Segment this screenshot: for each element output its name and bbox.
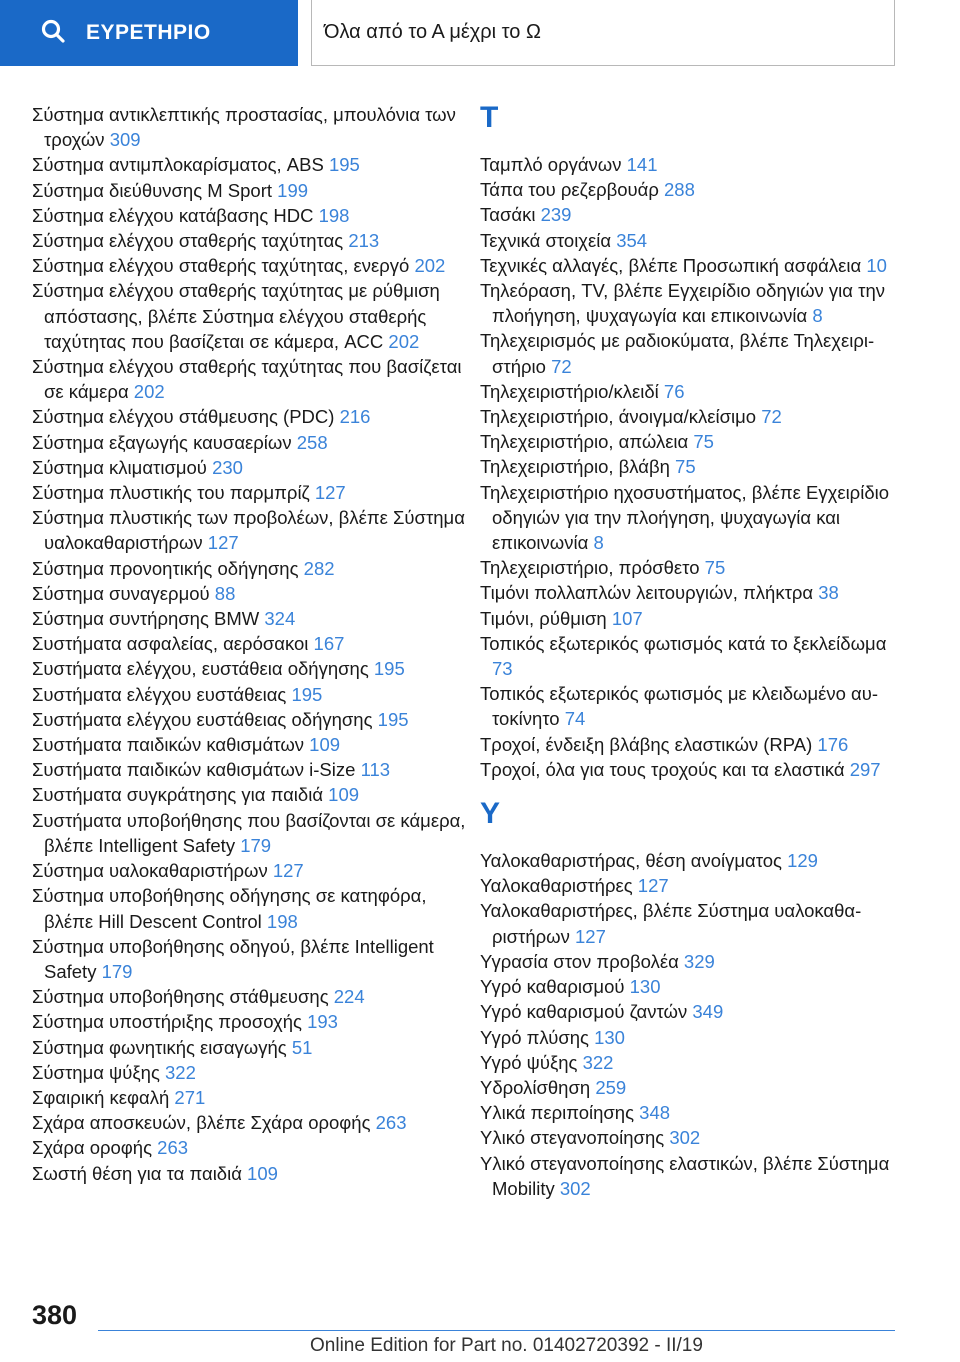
index-entry <box>32 682 472 707</box>
entry-text: Τηλεχειρισμός με ραδιοκύματα, βλέπε Τηλεχειριστήριο <box>480 330 875 377</box>
index-entry <box>480 757 910 782</box>
page-reference-link[interactable]: 297 <box>849 758 881 780</box>
page-reference-link[interactable]: 263 <box>157 1137 189 1159</box>
page-reference-link[interactable]: 8 <box>593 532 604 554</box>
entry-text: Σύστημα υποβοήθησης οδηγού, βλέπε Intelligent Safety <box>32 935 434 982</box>
footer-edition-text: Online Edition for Part no. 01402720392 - II/19 <box>310 1335 703 1356</box>
entry-text: Σύστημα κλιματισμού <box>32 456 207 478</box>
page-reference-link[interactable]: 195 <box>377 708 409 730</box>
entry-text: Σύστημα φωνητικής εισαγωγής <box>32 1036 287 1058</box>
page-reference-link[interactable]: 195 <box>328 154 360 176</box>
page-reference-link[interactable]: 176 <box>817 733 849 755</box>
entry-text: Σύστημα υποστήριξης προσοχής <box>32 1011 302 1033</box>
page-reference-link[interactable]: 202 <box>414 255 446 277</box>
page-reference-link[interactable]: 75 <box>675 456 696 478</box>
entry-text: Σύστημα εξαγωγής καυσαερίων <box>32 431 292 453</box>
entry-text: Τασάκι <box>480 204 536 226</box>
page-reference-link[interactable]: 271 <box>174 1086 206 1108</box>
page-reference-link[interactable]: 127 <box>207 532 239 554</box>
index-entry <box>32 707 472 732</box>
section-letter: T <box>480 101 499 134</box>
page-reference-link[interactable]: 167 <box>313 633 345 655</box>
page-reference-link[interactable]: 329 <box>683 950 715 972</box>
index-entry <box>32 455 472 480</box>
index-entry <box>480 681 910 731</box>
index-column-left <box>32 102 472 1186</box>
index-entry <box>32 278 472 354</box>
entry-text: Σχάρα οροφής <box>32 1137 153 1159</box>
index-entry <box>480 429 910 454</box>
entry-text: Τηλεχειριστήριο/κλειδί <box>480 380 659 402</box>
page-reference-link[interactable]: 199 <box>277 179 309 201</box>
entry-text: Σύστημα υποβοήθησης οδήγησης σε κατηφόρα, βλέπε Hill Descent Control <box>32 885 427 932</box>
entry-text: Ταμπλό οργάνων <box>480 154 622 175</box>
index-entry <box>480 379 910 404</box>
index-entry <box>480 555 910 580</box>
entry-text: Τροχοί, ένδειξη βλάβης ελαστικών (RPA) <box>480 733 813 755</box>
page-reference-link[interactable]: 8 <box>812 305 823 327</box>
entry-text: Τροχοί, όλα για τους τροχούς και τα ελαστικά <box>480 758 845 780</box>
entry-text: Συστήματα ελέγχου ευστάθειας <box>32 683 287 705</box>
footer-divider <box>98 1330 895 1331</box>
index-entry <box>32 858 472 883</box>
entry-text: Υλικό στεγανοποίησης <box>480 1127 665 1149</box>
index-entry <box>480 1125 910 1150</box>
entry-text: Υαλοκαθαριστήρες, βλέπε Σύστημα υαλοκαθαριστήρων <box>480 900 862 947</box>
index-entry <box>32 228 472 253</box>
page-reference-link[interactable]: 198 <box>318 204 350 226</box>
index-entry <box>32 556 472 581</box>
index-entry <box>480 152 910 177</box>
entry-text: Συστήματα υποβοήθησης που βασίζονται σε κάμερα, βλέπε Intelligent Safety <box>32 809 466 856</box>
entry-text: Σύστημα υαλοκαθαριστήρων <box>32 860 268 882</box>
page-reference-link[interactable]: 73 <box>492 658 513 680</box>
index-entry <box>32 1009 472 1034</box>
entry-text: Σύστημα ελέγχου στάθμευσης (PDC) <box>32 406 335 428</box>
index-entry <box>480 949 910 974</box>
entry-text: Σύστημα πλυστικής του παρμπρίζ <box>32 482 310 504</box>
entry-text: Σύστημα συντήρησης BMW <box>32 608 260 630</box>
index-entry <box>480 1050 910 1075</box>
page-reference-link[interactable]: 130 <box>629 976 661 998</box>
entry-text: Τιμόνι, ρύθμιση <box>480 607 607 629</box>
entry-text: Υαλοκαθαριστήρες <box>480 875 633 897</box>
index-entry <box>480 253 910 278</box>
entry-text: Υλικό στεγανοποίησης ελαστικών, βλέπε Σύστημα Mobility <box>480 1152 890 1199</box>
page-reference-link[interactable]: 202 <box>133 381 165 403</box>
entry-text: Συστήματα ελέγχου ευστάθειας οδήγησης <box>32 708 373 730</box>
index-entry <box>32 757 472 782</box>
index-entry <box>480 404 910 429</box>
index-entry <box>32 1110 472 1135</box>
page-reference-link[interactable]: 75 <box>693 431 714 453</box>
page-reference-link[interactable]: 230 <box>212 456 243 478</box>
index-entry <box>480 1151 910 1201</box>
entry-text: Συστήματα συγκράτησης για παιδιά <box>32 784 324 806</box>
index-label: ΕΥΡΕΤΗΡΙΟ <box>86 21 211 44</box>
page-reference-link[interactable]: 263 <box>375 1112 407 1134</box>
page-reference-link[interactable]: 51 <box>291 1036 313 1058</box>
entry-text: Υδρολίσθηση <box>480 1076 591 1098</box>
index-entry <box>32 732 472 757</box>
page-reference-link[interactable]: 348 <box>639 1102 671 1124</box>
page-reference-link[interactable]: 282 <box>303 557 335 579</box>
entry-text: Τεχνικές αλλαγές, βλέπε Προσωπική ασφάλεια <box>480 254 862 276</box>
page-reference-link[interactable]: 109 <box>328 784 360 806</box>
page-reference-link[interactable]: 258 <box>296 431 328 453</box>
entry-text: Υγρασία στον προβολέα <box>480 950 679 972</box>
page-reference-link[interactable]: 179 <box>101 960 133 982</box>
entry-text: Συστήματα παιδικών καθισμάτων i-Size <box>32 759 356 781</box>
index-entry <box>480 873 910 898</box>
page-reference-link[interactable]: 74 <box>564 708 586 730</box>
index-entry <box>32 178 472 203</box>
page-reference-link[interactable]: 179 <box>240 834 272 856</box>
index-entry <box>32 883 472 933</box>
entry-text: Υαλοκαθαριστήρας, θέση ανοίγματος <box>480 850 782 872</box>
entry-text: Τηλεχειριστήριο, πρόσθετο <box>480 557 700 579</box>
page-reference-link[interactable]: 213 <box>348 230 380 252</box>
index-entry <box>480 228 910 253</box>
page-reference-link[interactable]: 127 <box>314 482 346 504</box>
page-reference-link[interactable]: 195 <box>291 683 323 705</box>
index-entry <box>32 404 472 429</box>
page-reference-link[interactable]: 72 <box>551 355 572 377</box>
index-column-right <box>480 102 910 1201</box>
entry-text: Τηλεόραση, TV, βλέπε Εγχειρίδιο οδηγιών για την πλοήγηση, ψυχαγωγία και επικοινωνία <box>480 280 885 327</box>
index-entry <box>480 202 910 227</box>
section-letter: Y <box>480 797 501 831</box>
index-entry <box>480 606 910 631</box>
page-reference-link[interactable]: 75 <box>704 557 726 579</box>
page-reference-link[interactable]: 109 <box>309 734 341 756</box>
index-entry <box>32 1085 472 1110</box>
entry-text: Σύστημα πλυστικής των προβολέων, βλέπε Σύστημα υαλοκαθαριστήρων <box>32 507 465 554</box>
page-reference-link[interactable]: 141 <box>626 154 658 175</box>
index-entry <box>32 1135 472 1160</box>
index-entry <box>32 581 472 606</box>
page-reference-link[interactable]: 259 <box>595 1076 627 1098</box>
entry-text: Συστήματα παιδικών καθισμάτων <box>32 734 305 756</box>
index-entry <box>32 430 472 455</box>
page-reference-link[interactable]: 129 <box>787 850 818 872</box>
page-reference-link[interactable]: 193 <box>307 1011 338 1033</box>
entry-text: Τηλεχειριστήριο, άνοιγμα/κλείσιμο <box>480 406 757 428</box>
search-icon <box>40 18 66 49</box>
entry-text: Τεχνικά στοιχεία <box>480 229 612 251</box>
page-reference-link[interactable]: 38 <box>818 582 839 604</box>
page-reference-link[interactable]: 72 <box>761 406 782 428</box>
page-reference-link[interactable]: 354 <box>616 229 648 251</box>
index-entry <box>32 480 472 505</box>
index-entry <box>32 102 472 152</box>
page-reference-link[interactable]: 239 <box>540 204 572 226</box>
page-reference-link[interactable]: 198 <box>266 910 298 932</box>
page-reference-link[interactable]: 127 <box>575 925 606 947</box>
index-entry <box>480 732 910 757</box>
index-entry <box>32 253 472 278</box>
index-entry <box>480 999 910 1024</box>
header-tagline: Όλα από το Α μέχρι το Ω <box>311 0 895 66</box>
page-reference-link[interactable]: 10 <box>866 254 887 276</box>
page-header <box>0 0 960 70</box>
index-entry <box>32 782 472 807</box>
entry-text: Σύστημα ελέγχου κατάβασης HDC <box>32 204 314 226</box>
entry-text: Σφαιρική κεφαλή <box>32 1086 170 1108</box>
page-reference-link[interactable]: 288 <box>664 179 695 201</box>
index-entry <box>32 1060 472 1085</box>
page-reference-link[interactable]: 113 <box>360 759 391 781</box>
entry-text: Τάπα του ρεζερβουάρ <box>480 179 659 201</box>
entry-text: Σύστημα διεύθυνσης M Sport <box>32 179 273 201</box>
page-reference-link[interactable]: 109 <box>247 1162 278 1184</box>
entry-text: Τιμόνι πολλαπλών λειτουργιών, πλήκτρα <box>480 582 814 604</box>
entry-text: Τηλεχειριστήριο ηχοσυστήματος, βλέπε Εγχειρίδιο οδηγιών για την πλοήγηση, ψυχαγωγία και επικοινωνία <box>480 481 890 554</box>
index-entry <box>32 1035 472 1060</box>
entry-text: Σύστημα ελέγχου σταθερής ταχύτητας <box>32 230 344 252</box>
entry-text: Τηλεχειριστήριο, απώλεια <box>480 431 689 453</box>
index-entry <box>480 1025 910 1050</box>
index-entry <box>480 848 910 873</box>
index-entry <box>32 505 472 555</box>
entry-text: Σύστημα προνοητικής οδήγησης <box>32 557 299 579</box>
page-reference-link[interactable]: 309 <box>109 129 141 151</box>
index-entry <box>480 580 910 605</box>
index-entry <box>480 1075 910 1100</box>
index-entry <box>32 631 472 656</box>
page-reference-link[interactable]: 195 <box>373 658 405 680</box>
index-entry <box>32 984 472 1009</box>
page-reference-link[interactable]: 302 <box>559 1177 591 1199</box>
entry-text: Σχάρα αποσκευών, βλέπε Σχάρα οροφής <box>32 1112 371 1134</box>
page-reference-link[interactable]: 322 <box>582 1051 614 1073</box>
entry-text: Σύστημα αντικλεπτικής προστασίας, μπουλόνια των τροχών <box>32 104 456 151</box>
entry-text: Σύστημα υποβοήθησης στάθμευσης <box>32 986 329 1008</box>
index-entry <box>480 328 910 378</box>
index-entry <box>480 898 910 948</box>
entry-text: Σωστή θέση για τα παιδιά <box>32 1162 242 1184</box>
index-entry <box>480 631 910 681</box>
index-entry <box>32 203 472 228</box>
page-reference-link[interactable]: 127 <box>637 875 669 897</box>
index-entry <box>32 606 472 631</box>
page-reference-link[interactable]: 322 <box>165 1061 196 1083</box>
entry-text: Σύστημα συναγερμού <box>32 582 210 604</box>
index-entry <box>480 480 910 556</box>
entry-text: Υγρό καθαρισμού ζαντών <box>480 1001 688 1023</box>
page-reference-link[interactable]: 216 <box>339 406 371 428</box>
page-reference-link[interactable]: 88 <box>214 582 236 604</box>
index-entry <box>480 278 910 328</box>
index-entry <box>32 354 472 404</box>
page-reference-link[interactable]: 202 <box>388 330 420 352</box>
entry-text: Υγρό καθαρισμού <box>480 976 625 998</box>
entry-text: Σύστημα ελέγχου σταθερής ταχύτητας που βασίζεται σε κάμερα <box>32 356 462 403</box>
entry-text: Τοπικός εξωτερικός φωτισμός με κλειδωμένο αυτοκίνητο <box>480 683 879 730</box>
entry-text: Τηλεχειριστήριο, βλάβη <box>480 456 670 478</box>
index-entry <box>480 454 910 479</box>
page-reference-link[interactable]: 302 <box>669 1127 701 1149</box>
entry-text: Υγρό πλύσης <box>480 1026 589 1048</box>
index-entry <box>32 934 472 984</box>
index-entry <box>32 152 472 177</box>
page-reference-link[interactable]: 76 <box>663 380 685 402</box>
page-reference-link[interactable]: 130 <box>594 1026 625 1048</box>
entry-text: Συστήματα ασφαλείας, αερόσακοι <box>32 633 309 655</box>
index-entry <box>480 177 910 202</box>
entry-text: Σύστημα ελέγχου σταθερής ταχύτητας, ενεργό <box>32 255 410 277</box>
index-search-button[interactable] <box>0 0 298 66</box>
page-number: 380 <box>32 1300 78 1330</box>
page-reference-link[interactable]: 127 <box>272 860 304 882</box>
index-entry <box>32 808 472 858</box>
page-reference-link[interactable]: 224 <box>333 986 365 1008</box>
entry-text: Σύστημα ελέγχου σταθερής ταχύτητας με ρύθμιση απόστασης, βλέπε Σύστημα ελέγχου σταθερής ταχύτητας που βασίζεται σε κάμερα, ACC <box>32 280 440 352</box>
entry-text: Σύστημα ψύξης <box>32 1061 160 1083</box>
entry-text: Υγρό ψύξης <box>480 1051 578 1073</box>
page-reference-link[interactable]: 349 <box>692 1001 724 1023</box>
index-entry <box>32 1161 472 1186</box>
entry-text: Υλικά περιποίησης <box>480 1102 635 1124</box>
page-reference-link[interactable]: 324 <box>264 608 296 630</box>
index-entry <box>480 1100 910 1125</box>
entry-text: Τοπικός εξωτερικός φωτισμός κατά το ξεκλείδωμα <box>480 632 887 654</box>
page-reference-link[interactable]: 107 <box>611 607 643 629</box>
index-entry <box>32 656 472 681</box>
entry-text: Συστήματα ελέγχου, ευστάθεια οδήγησης <box>32 658 369 680</box>
entry-text: Σύστημα αντιμπλοκαρίσματος, ABS <box>32 154 324 176</box>
index-entry <box>480 974 910 999</box>
